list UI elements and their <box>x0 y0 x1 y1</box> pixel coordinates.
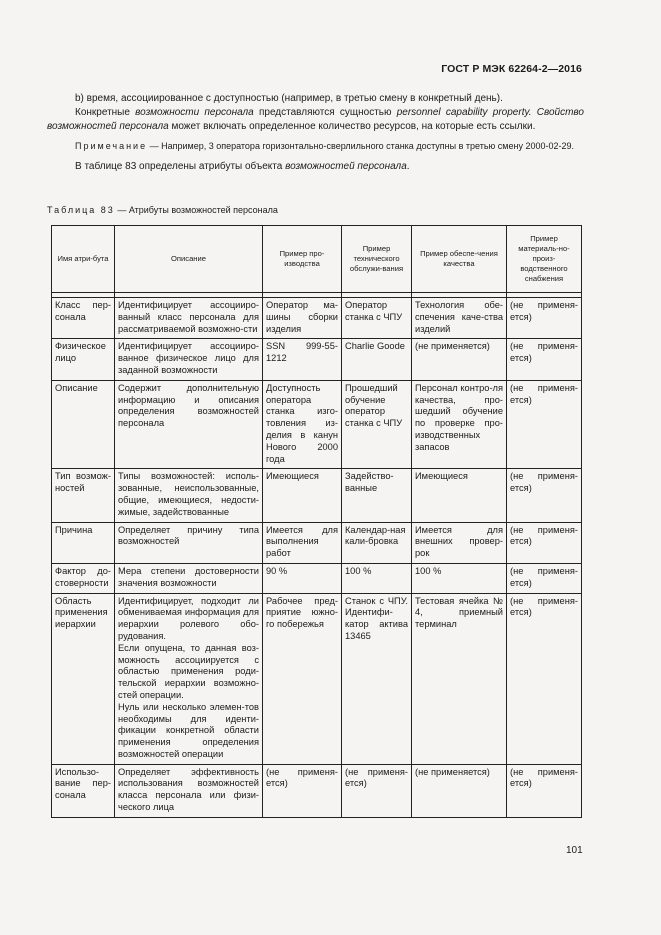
table-cell: (не применя-ется) <box>507 522 582 563</box>
table-cell: Фактор до-стоверности <box>52 563 115 593</box>
table-row <box>52 563 582 593</box>
body-text <box>47 92 584 174</box>
table-cell: SSN 999-55-1212 <box>263 339 342 380</box>
table-cell: Станок с ЧПУ. Идентифи-катор актива 13465 <box>342 593 412 764</box>
table-cell: Типы возможностей: исполь-зованные, неиспользованные, общие, имеющиеся, недости-жимые, задействованные <box>115 469 263 522</box>
table-cell: Определяет эффективность использования возможностей класса персонала или физи-ческого лица <box>115 764 263 817</box>
table-cell: Оператор станка с ЧПУ <box>342 298 412 339</box>
table-cell: Причина <box>52 522 115 563</box>
table-cell: Имеющиеся <box>263 469 342 522</box>
table-cell: (не применя-ется) <box>507 469 582 522</box>
table-cell: Содержит дополнительную информацию и описания определения возможностей персонала <box>115 380 263 469</box>
attributes-table <box>51 225 582 818</box>
table-cell: Имеется для выполнения работ <box>263 522 342 563</box>
column-header: Описание <box>115 226 263 293</box>
column-header: Имя атри-бута <box>52 226 115 293</box>
table-cell: (не применяется) <box>412 339 507 380</box>
table-cell: Идентифицирует ассоцииро-ванное физическое лицо для заданной возможности <box>115 339 263 380</box>
table-cell: Использо-вание пер-сонала <box>52 764 115 817</box>
standard-header: ГОСТ Р МЭК 62264-2—2016 <box>441 63 582 75</box>
column-header: Пример технического обслужи-вания <box>342 226 412 293</box>
column-header: Пример про-изводства <box>263 226 342 293</box>
table-cell: (не применя-ется) <box>342 764 412 817</box>
paragraph-capability: Конкретные возможности персонала представляются сущностью personnel capability property. Свойство возможностей персонала может включать определенное количество ресурсов, на которые есть ссылки. <box>47 107 584 132</box>
page-number: 101 <box>566 845 583 856</box>
table-cell: Область применения иерархии <box>52 593 115 764</box>
table-cell: (не применя-ется) <box>507 764 582 817</box>
table-row <box>52 380 582 469</box>
table-cell: Имеется для внешних провер-рок <box>412 522 507 563</box>
table-cell: Тип возмож-ностей <box>52 469 115 522</box>
table-cell: 100 % <box>342 563 412 593</box>
paragraph-table-intro: В таблице 83 определены атрибуты объекта возможностей персонала. <box>75 161 410 172</box>
table-cell: 100 % <box>412 563 507 593</box>
table-cell: Мера степени достоверности значения возможности <box>115 563 263 593</box>
table-cell: (не применя-ется) <box>507 298 582 339</box>
table-row <box>52 593 582 764</box>
table-row <box>52 339 582 380</box>
table-cell: Календар-ная кали-бровка <box>342 522 412 563</box>
column-header: Пример обеспе-чения качества <box>412 226 507 293</box>
table-cell: Задейство-ванные <box>342 469 412 522</box>
table-cell: Рабочее пред-приятие южно-го побережья <box>263 593 342 764</box>
table-cell: (не применя-ется) <box>507 380 582 469</box>
table-cell: (не применя-ется) <box>507 563 582 593</box>
table-cell: Оператор ма-шины сборки изделия <box>263 298 342 339</box>
table-row <box>52 522 582 563</box>
table-cell: (не применя-ется) <box>507 339 582 380</box>
table-cell: Доступность оператора станка изго-товления из-делия в канун Нового 2000 года <box>263 380 342 469</box>
table-cell: Тестовая ячейка № 4, приемный терминал <box>412 593 507 764</box>
paragraph-item-b: b) время, ассоциированное с доступностью (например, в третью смену в конкретный день). <box>75 93 503 104</box>
table-row <box>52 764 582 817</box>
table-cell: Персонал контро-ля качества, про-шедший обучение по проверке про-изводственных запасов <box>412 380 507 469</box>
table-cell: Класс пер-сонала <box>52 298 115 339</box>
table-cell: Charlie Goode <box>342 339 412 380</box>
table-cell: Идентифицирует ассоцииро-ванный класс персонала для рассматриваемой возможно-сти <box>115 298 263 339</box>
table-caption: Таблица 83 — Атрибуты возможностей персонала <box>47 205 278 215</box>
table-cell: Имеющиеся <box>412 469 507 522</box>
table-cell: 90 % <box>263 563 342 593</box>
column-header: Пример материаль-но-произ-водственного снабжения <box>507 226 582 293</box>
table-cell: Описание <box>52 380 115 469</box>
table-row <box>52 298 582 339</box>
table-cell: Прошедший обучение оператор станка с ЧПУ <box>342 380 412 469</box>
table-cell: Идентифицирует, подходит ли обмениваемая информация для иерархии ролевого обо-рудования. Если опущена, то данная воз-можность ассоциируется с областью применения роди-тельской иерархии возможно-стей операции. Нуль или несколько элемен-тов необходимы для иденти-фикации конкретной области применения определения возможностей операции <box>115 593 263 764</box>
table-cell: Физическое лицо <box>52 339 115 380</box>
note: Примечание — Например, 3 оператора горизонтально-сверлильного станка доступны в третью смену 2000-02-29. <box>75 141 574 151</box>
table-cell: (не применяется) <box>412 764 507 817</box>
table-row <box>52 469 582 522</box>
table-cell: Технология обе-спечения каче-ства изделий <box>412 298 507 339</box>
table-cell: (не применя-ется) <box>507 593 582 764</box>
table-cell: (не применя-ется) <box>263 764 342 817</box>
table-header-row <box>52 226 582 293</box>
table-cell: Определяет причину типа возможностей <box>115 522 263 563</box>
